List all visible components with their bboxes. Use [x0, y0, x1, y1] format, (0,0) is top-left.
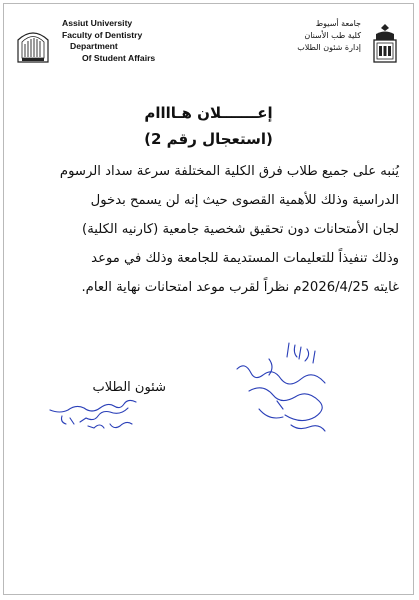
document-page: [3, 3, 414, 595]
arabic-header: [297, 18, 361, 54]
department-en: Department: [70, 41, 118, 52]
handwritten-signature-left: [40, 396, 140, 446]
department-ar: إدارة شئون الطلاب: [297, 43, 361, 52]
announcement-title: إعـــــــلان هـاااام: [144, 104, 273, 122]
english-header: [62, 18, 155, 64]
department-of-en: Of Student Affairs: [82, 52, 156, 63]
body-line: وذلك تنفيذاً للتعليمات المستديمة للجامعة وذلك في موعد: [91, 251, 399, 266]
body-line: يُنبه على جميع طلاب فرق الكلية المختلفة سرعة سداد الرسوم: [59, 164, 399, 179]
university-name-ar: جامعة أسيوط: [315, 19, 361, 28]
faculty-name-en: Faculty of Dentistry: [62, 29, 143, 40]
body-line: غايته 2026/4/25م نظراً لقرب موعد امتحانات نهاية العام.: [81, 280, 399, 295]
faculty-logo-icon: [371, 22, 399, 64]
signature-title: شئون الطلاب: [92, 380, 166, 395]
announcement-subtitle: (استعجال رقم 2): [144, 130, 273, 148]
handwritten-signature-right: [229, 339, 339, 439]
university-logo-icon: [16, 24, 50, 64]
announcement-body: [18, 157, 399, 302]
body-line: الدراسية وذلك للأهمية القصوى حيث إنه لن يسمح بدخول: [90, 193, 399, 208]
faculty-name-ar: كلية طب الأسنان: [304, 31, 361, 40]
university-name-en: Assiut University: [62, 18, 133, 28]
body-line: لجان الأمتحانات دون تحقيق شخصية جامعية (كارنيه الكلية): [82, 222, 399, 237]
